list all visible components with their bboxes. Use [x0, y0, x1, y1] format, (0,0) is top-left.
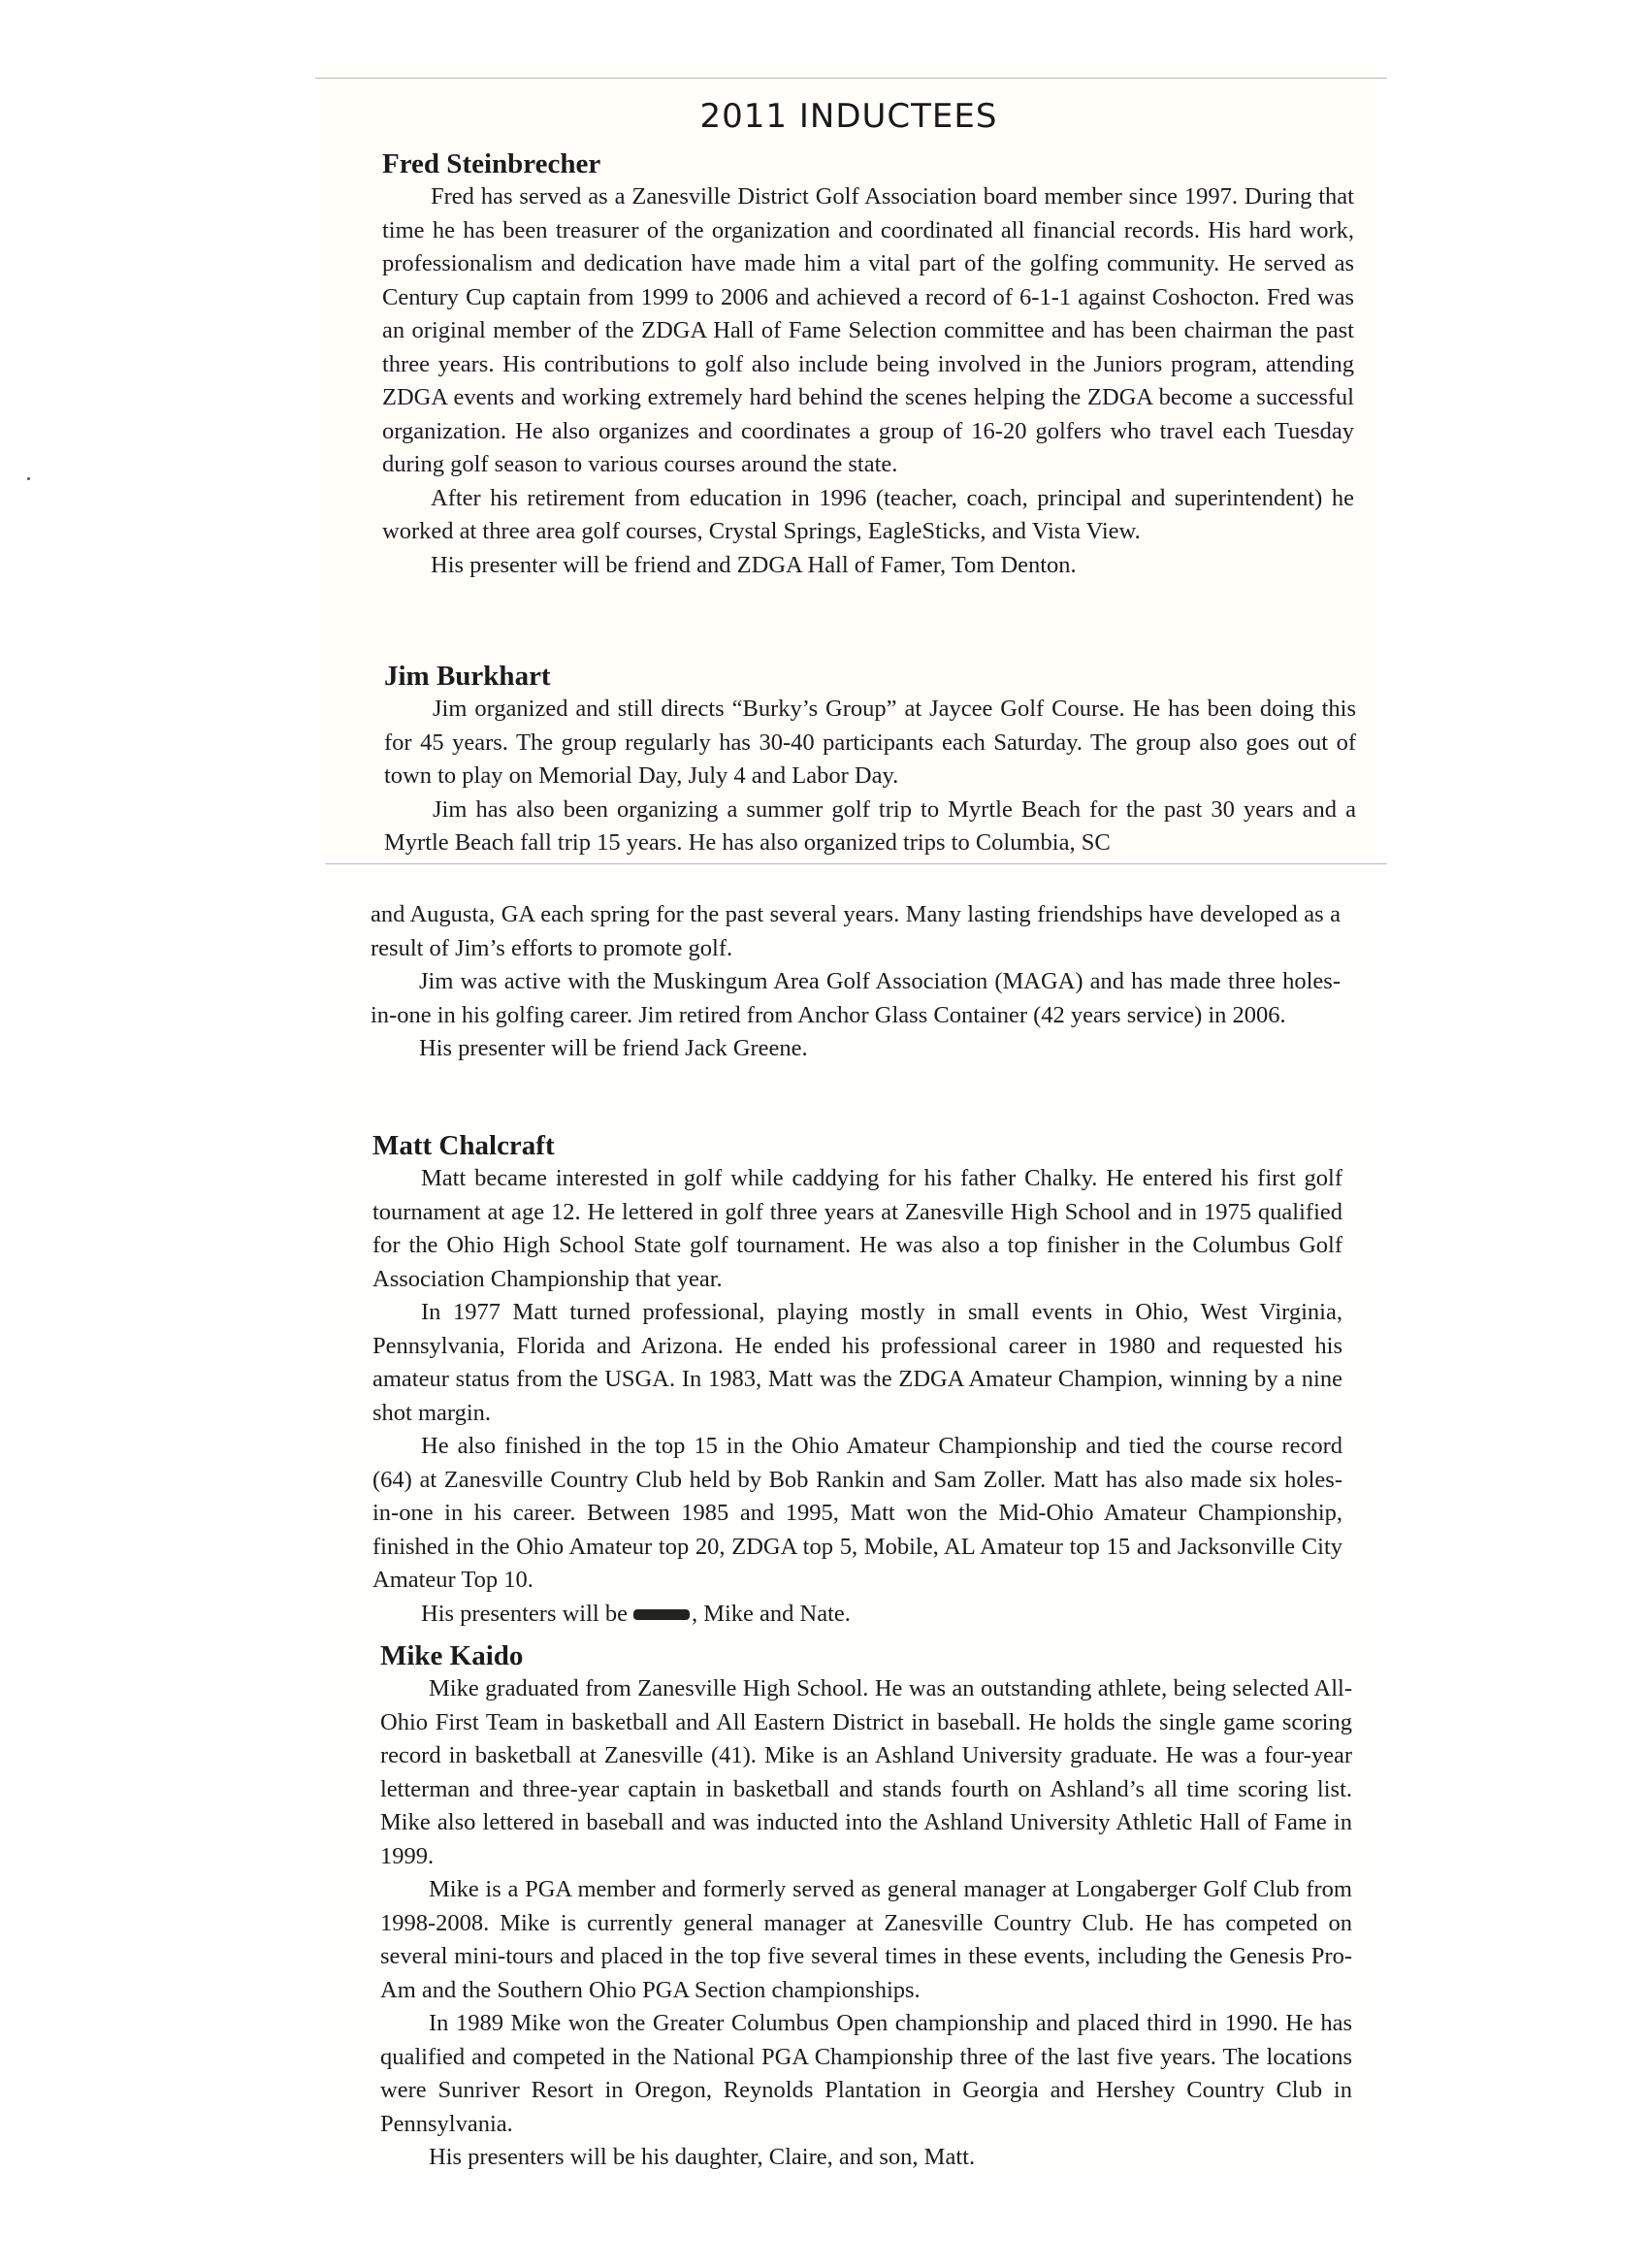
bio-paragraph: Jim has also been organizing a summer golf trip to Myrtle Beach for the past 30 years and a Myrtle Beach fall trip 15 years. He has also organized trips to Columbia, SC	[384, 795, 1356, 856]
inductee-fred	[382, 147, 1354, 582]
bio-paragraph: Fred has served as a Zanesville District Golf Association board member since 1997. During that time he has been treasurer of the organization and coordinated all financial records. His hard work, professionalism and dedication have made him a vital part of the golfing community. He served as Century Cup captain from 1999 to 2006 and achieved a record of 6-1-1 against Coshocton. Fred was an original member of the ZDGA Hall of Fame Selection committee and has been chairman the past three years. His contributions to golf also include being involved in the Juniors program, attending ZDGA events and working extremely hard behind the scenes helping the ZDGA become a successful organization. He also organizes and coordinates a group of 16-20 golfers who travel each Tuesday during golf season to various courses around the state.	[382, 183, 1354, 477]
clipping-divider	[325, 863, 1387, 864]
bio-paragraph: Jim was active with the Muskingum Area Golf Association (MAGA) and has made three holes-in-one in his golfing career. Jim retired from Anchor Glass Container (42 years service) in 2006.	[371, 968, 1341, 1028]
bio-paragraph: His presenter will be friend and ZDGA Hall of Famer, Tom Denton.	[431, 551, 1077, 578]
bio-paragraph: Mike graduated from Zanesville High School. He was an outstanding athlete, being selected All-Ohio First Team in basketball and All Eastern District in baseball. He holds the single game scoring record in basketball at Zanesville (41). Mike is an Ashland University graduate. He was a four-year letterman and three-year captain in basketball and stands fourth on Ashland’s all time scoring list. Mike also lettered in baseball and was inducted into the Ashland University Athletic Hall of Fame in 1999.	[380, 1675, 1352, 1869]
presenter-text: His presenters will be	[421, 1600, 628, 1627]
scan-speck	[27, 477, 30, 480]
presenter-text: , Mike and Nate.	[691, 1600, 851, 1627]
inductee-mike	[380, 1639, 1352, 2175]
bio-paragraph: In 1977 Matt turned professional, playing mostly in small events in Ohio, West Virginia, Pennsylvania, Florida and Arizona. He ended his professional career in 1980 and requested his amateur status from the USGA. In 1983, Matt was the ZDGA Amateur Champion, winning by a nine shot margin.	[372, 1299, 1342, 1426]
bio-paragraph: Jim organized and still directs “Burky’s Group” at Jaycee Golf Course. He has been doing this for 45 years. The group regularly has 30-40 participants each Saturday. The group also goes out of town to play on Memorial Day, July 4 and Labor Day.	[384, 696, 1356, 789]
bio-paragraph: In 1989 Mike won the Greater Columbus Open championship and placed third in 1990. He has qualified and competed in the National PGA Championship three of the last five years. The locations were Sunriver Resort in Oregon, Reynolds Plantation in Georgia and Hershey Country Club in Pennsylvania.	[380, 2010, 1352, 2137]
inductee-jim-continued	[371, 898, 1341, 1066]
page-title: 2011 INDUCTEES	[699, 97, 998, 136]
inductee-name: Mike Kaido	[380, 1640, 524, 1671]
inductee-name: Matt Chalcraft	[372, 1130, 555, 1161]
top-rule	[315, 78, 1387, 79]
bio-paragraph: His presenters will be his daughter, Claire, and son, Matt.	[429, 2144, 976, 2170]
redaction-mark	[633, 1609, 690, 1620]
bio-paragraph: Mike is a PGA member and formerly served as general manager at Longaberger Golf Club from 1998-2008. Mike is currently general manager at Zanesville Country Club. He has competed on several mini-tours and placed in the top five several times in these events, including the Genesis Pro-Am and the Southern Ohio PGA Section championships.	[380, 1876, 1352, 2003]
bio-paragraph: He also finished in the top 15 in the Ohio Amateur Championship and tied the course record (64) at Zanesville Country Club held by Bob Rankin and Sam Zoller. Matt has also made six holes-in-one in his career. Between 1985 and 1995, Matt won the Mid-Ohio Amateur Championship, finished in the Ohio Amateur top 20, ZDGA top 5, Mobile, AL Amateur top 15 and Jacksonville City Amateur Top 10.	[372, 1433, 1342, 1593]
inductee-matt	[372, 1129, 1342, 1631]
bio-paragraph: His presenter will be friend Jack Greene.	[419, 1035, 808, 1061]
bio-paragraph	[372, 1598, 1342, 1632]
inductee-jim	[384, 660, 1356, 860]
bio-paragraph: Matt became interested in golf while caddying for his father Chalky. He entered his first golf tournament at age 12. He lettered in golf three years at Zanesville High School and in 1975 qualified for the Ohio High School State golf tournament. He was also a top finisher in the Columbus Golf Association Championship that year.	[372, 1165, 1342, 1292]
inductee-name: Jim Burkhart	[384, 661, 551, 692]
inductee-name: Fred Steinbrecher	[382, 148, 601, 179]
bio-paragraph: After his retirement from education in 1996 (teacher, coach, principal and superintendent) he worked at three area golf courses, Crystal Springs, EagleSticks, and Vista View.	[382, 484, 1354, 544]
bio-paragraph: and Augusta, GA each spring for the past several years. Many lasting friendships have developed as a result of Jim’s efforts to promote golf.	[371, 901, 1341, 961]
